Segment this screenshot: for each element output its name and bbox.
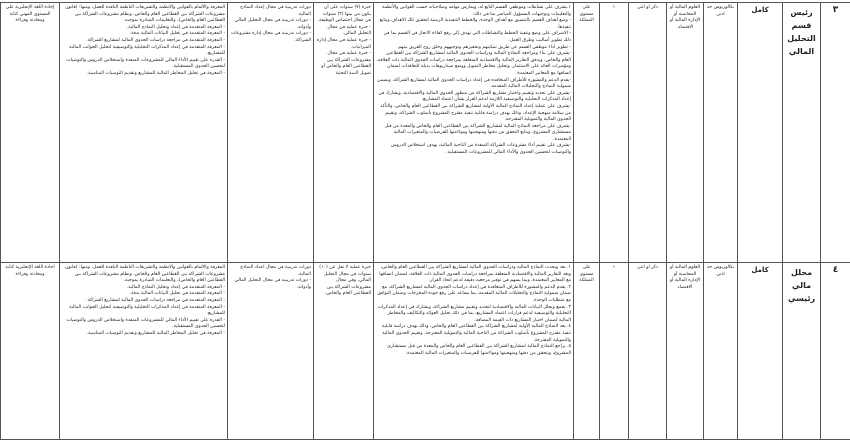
duties-item: -يشرف على بناء ومراجعة النماذج المالية ودراسات الجدوى المالية لمشاريع الشراكة بين القطاعين العام والخاص، ويدقق التقارير المالية والاقتصادية المتعلقة بمراجعة دراسات الجدوى المالية ذات العلاقة، ومؤشرات العائد على الاستثمار، وتحليل مخاطر التمويل ووضع سيناريوهات بديلة للتعاقدات لضمان اتساقها مع المعايير المعتمدة.	[376, 51, 571, 77]
qualification-cell: بكالوريوس حد ادنى	[704, 3, 738, 263]
table-row	[1, 3, 850, 263]
vacancy-count-cell: ١	[600, 3, 629, 263]
duties-item: ٥. يراجع النماذج المالية لمشاريع الشراكة بين القطاعين العام والخاص والمعدة من قبل مستشاري المشروع، ويتحقق من دقتها ومنهجيتها ومواءمتها للفرضيات والمتغيرات المالية المعتمدة.	[376, 344, 571, 357]
knowledge-skills-item: - المعرفة المتقدمة في إعداد المذكرات التحليلية والتوصيفية لتحليل الجوانب المالية للمشاريع.	[62, 305, 225, 318]
experience-item: - خبرة عملية في مجال مشروعات الشراكة بين القطاعين العام والخاص أو تمويل البنية التحتية	[316, 51, 371, 77]
gender-cell: ذكر او انثى	[629, 3, 667, 263]
duties-item: ٢. يقدم الدعم والمشورة للأطراف المتعاقدة في إعداد دراسات الجدوى المالية لمشاريع الشراكة، مع ضمان شمولية النماذج والتحليلات المالية المقدمة، بما يساعد على رفع جودة المخرجات وضمان التوافق مع متطلبات الوحدة.	[376, 285, 571, 305]
job-number-cell: ٣	[821, 3, 850, 263]
specialization-cell: العلوم المالية أو المحاسبة أو الإدارة المالية أو الاقتصاد	[667, 263, 704, 440]
duties-item: ٣. يجمع ويحلل البيانات المالية والاقتصادية لتحديد وتقييم مشاريع الشراكة، ويشارك في إعداد المذكرات التحليلية والتوصيفية لدعم قرارات اعتماد المشاريع، بما في ذلك تحليل العوائد والتكاليف والمخاطر المالية لضمان اختيار المشاريع ذات القيمة المضافة.	[376, 305, 571, 325]
knowledge-skills-cell	[60, 3, 228, 263]
knowledge-skills-item: - المعرفة المتقدمة في إعداد وتحليل النماذج المالية.	[62, 285, 225, 292]
duties-item: ٤. يعد النماذج المالية الأولية لمشاريع الشراكة بين القطاعين العام والخاص، وذلك بهدف دراسة قابلية تنفيذ مقترح المشروع بأسلوب الشراكة من الناحية المالية والتمويلية المقترحة، وتقييم الجدوى المالية والتمويلية المقترحة.	[376, 324, 571, 344]
training-cell	[228, 3, 314, 263]
knowledge-skills-item: المعرفة والالمام بالقوانين والانظمة والتشريعات الناظمة النافذة للعمل، ومنها: (قانون مشروعات الشراكة بين القطاعين العام والخاص، ونظام مشروعات الشراكة بين القطاعين العام والخاص)، والتعليمات الصادرة بموجبه.	[62, 5, 225, 25]
employment-type-cell: كامل	[738, 263, 783, 440]
duties-item: - الاشراف على وضع وتنفيذ الخطط والنشاطات التي تهدف إلى رفع كفاءة الانجاز في القسم بما في ذلك تطوير أساليب وطرق العمل.	[376, 31, 571, 44]
duties-cell	[374, 3, 574, 263]
duties-item: - تطوير اداء موظفي القسم عن طريق تمكينهم وتحفيزهم وتوجيههم وخلق روح الفريق بينهم.	[376, 45, 571, 52]
job-title-cell: رئيس قسم التحليل المالي	[783, 3, 821, 263]
job-title-cell: محلل مالي رئيسي	[783, 263, 821, 440]
training-cell	[228, 263, 314, 440]
knowledge-skills-item: - المعرفة المتقدمة في إعداد المذكرات التحليلية والتوصيفية لتحليل الجوانب المالية للمشاريع.	[62, 45, 225, 58]
knowledge-skills-item: المعرفة والالمام بالقوانين والانظمة والتشريعات الناظمة النافذة للعمل، ومنها: (قانون مشروعات الشراكة بين القطاعين العام والخاص، ونظام مشروعات الشراكة بين القطاعين العام والخاص)، والتعليمات الصادرة بموجبه.	[62, 265, 225, 285]
knowledge-skills-item: - المعرفة المتقدمة في إعداد وتحليل النماذج المالية.	[62, 25, 225, 32]
employment-type-cell: كامل	[738, 3, 783, 263]
knowledge-skills-item: - المعرفة في تحليل المخاطر المالية للمشاريع وتقديم التوصيات المناسبة.	[62, 71, 225, 78]
training-item: - دورات تدريبية في مجال التحليل المالي وأدواته.	[230, 18, 311, 31]
duties-item: -يشرف على عملية إعداد النماذج المالية الأولية لمشاريع الشراكة بين القطاعين العام والخاص، والتأكد من سلامة منهجية الإعداد، وذلك بهدف دراسة قابلية تنفيذ مقترح المشروع بأسلوب الشراكة، وتقييم الجدوى المالية والتمويلية المقترحة.	[376, 104, 571, 124]
experience-cell	[314, 263, 374, 440]
knowledge-skills-item: - المعرفة المتقدمة في مراجعة دراسات الجدوى المالية لمشاريع الشراكة.	[62, 38, 225, 45]
knowledge-skills-item: - المعرفة المتقدمة في تحليل البيانات المالية بدقة.	[62, 291, 225, 298]
training-item: دورات تدريبية في مجال إعداد النماذج المالية.	[230, 5, 311, 18]
language-cell: اجادة اللغة الإنجليزية كتابة ومحادثة وقراءة	[1, 263, 60, 440]
duties-item: ١. يعد ويحدث النماذج المالية ودراسات الجدوى المالية لمشاريع الشراكة بين القطاعين العام والخاص، ويعد التقارير المالية والاقتصادية المتعلقة بمراجعة دراسات الجدوى المالية ذات العلاقة، لضمان اتساقها مع المعايير المعتمدة، وبما يسهم في توفير مرجعية دقيقة لدعم اتخاذ القرار.	[376, 265, 571, 285]
specialization-cell: العلوم المالية أو المحاسبة أو الإدارة المالية أو الاقتصاد.	[667, 3, 704, 263]
knowledge-skills-cell	[60, 263, 228, 440]
knowledge-skills-item: - المعرفة في تحليل المخاطر المالية للمشاريع وتقديم التوصيات المناسبة.	[62, 331, 225, 338]
duties-cell	[374, 263, 574, 440]
duties-item: ١.يشرف على نشاطات وموظفي القسم التابع له، ويمارس مهامه وصلاحياته حسب القوانين والأنظمة والتعليمات وتوجيهات المسؤول المباشر بما في ذلك:	[376, 5, 571, 18]
duties-item: -يشرف على تحديد وتقييم واختيار مشاريع الشراكة من منظور الجدوى المالية والاقتصادية، ويشارك في إعداد المذكرات التحليلية والتوصيفية اللازمة لدعم القرار بشأن اعتماد المشاريع.	[376, 91, 571, 104]
qualification-cell: بكالوريوس حد ادنى	[704, 263, 738, 440]
experience-item: - خبرة عملية في مجال التحليل المالي.	[316, 25, 371, 38]
job-table	[0, 2, 850, 440]
vacancy-count-cell: ١	[600, 263, 629, 440]
gender-cell: ذكر او انثى	[629, 263, 667, 440]
language-cell: إجادة اللغة الإنجليزية على المستوى المهني كتابة ومحادثة وقراءة	[1, 3, 60, 263]
duties-item: -يقدم الدعم والمشورة للأطراف المتعاقدة في إعداد دراسات الجدوى المالية لمشاريع الشراكة، ويضمن شمولية النماذج والتحليلات المالية المقدمة.	[376, 78, 571, 91]
duties-item: - وضع أهداف القسم بالتنسيق مع أهداف الوحدة، والخطط التنفيذية الزمنية لتحقيق تلك الاهداف ويتابع تنفيذها.	[376, 18, 571, 31]
training-item: دورات تدريبية في مجال اعداد النماذج المالية.	[230, 265, 311, 278]
knowledge-skills-item: - المعرفة المتقدمة في مراجعة دراسات الجدوى المالية لمشاريع الشراكة.	[62, 298, 225, 305]
duties-item: -يشرف على تقييم أداء مشروعات الشراكة المنفذة من الناحية المالية، بهدف استخلاص الدروس والتوصيات لتحسين الجدوى والأداء المالي للمشروعات المستقبلية.	[376, 143, 571, 156]
training-item: - دورات تدريبية في مجال إدارة مشروعات الشراكة.	[230, 31, 311, 44]
table-row	[1, 263, 850, 440]
duties-item: -يشرف على مراجعة النماذج المالية لمشاريع الشراكة بين القطاعين العام والخاص والمعدة من قبل مستشاري المشروع، ويتابع التحقق من دقتها ومنهجيتها ومواءمتها للفرضيات والمتغيرات المالية المعتمدة.	[376, 124, 571, 144]
experience-item: - خبرة عملية في مجال إدارة الميزانيات.	[316, 38, 371, 51]
knowledge-skills-item: - المعرفة المتقدمة في تحليل البيانات المالية بدقة.	[62, 31, 225, 38]
knowledge-skills-item: - القدرة على تقييم الأداء المالي للمشروعات المنفذة واستخلاص الدروس والتوصيات لتحسين الجدوى المستقبلية.	[62, 58, 225, 71]
experience-item: خبرة عملية لا تقل عن (١٠) سنوات في مجال التحليل المالي، وفي مجال مشروعات الشراكة بين القطاعين العام والخاص.	[316, 265, 371, 298]
work-location-cell: على مستوى المملكة	[574, 263, 600, 440]
experience-item: خبرة (٧) سنوات على أن يكون من بينها (٣) سنوات في مجال اختصاص الوظيفة.	[316, 5, 371, 25]
job-number-cell: ٤	[821, 263, 850, 440]
knowledge-skills-item: - القدرة على تقييم الأداء المالي للمشروعات المنفذة واستخلاص الدروس والتوصيات لتحسين الجدوى المستقبلية.	[62, 318, 225, 331]
training-item: - دورات تدريبية في مجال التحليل المالي وأدواته.	[230, 278, 311, 291]
experience-cell	[314, 3, 374, 263]
work-location-cell: على مستوى المملكة	[574, 3, 600, 263]
